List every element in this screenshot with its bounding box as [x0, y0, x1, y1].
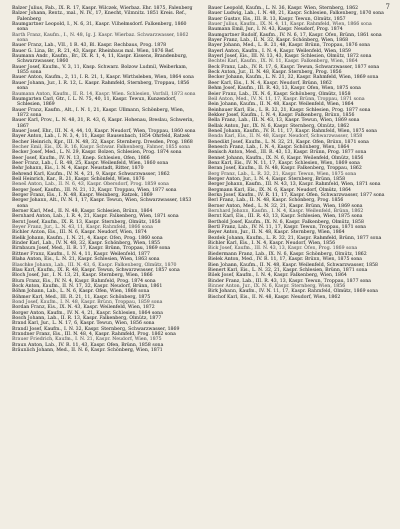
register-entry: Biedermann Franz, Lab., IX. N. 6, Kaspr. Schönberg, Olmütz, 1862: [208, 251, 367, 257]
register-entry: Brandner Franz, Eis., III. N. 48, 4, Kaspr. Rahmfeld, Prog. 1862 sona: [12, 331, 176, 337]
register-entry: Bayer Anton, Lab., I. N. 3, 4, 11, Kaspr. Rausenbach, 1854 Ohrfeld, Ratzek: [12, 134, 190, 140]
register-entry: Berthold Josef, Kaufm., IX. N. 6, Kaspr. Falkenberg, Olmütz, 1858: [208, 219, 364, 225]
register-entry: Birk Johann, Kaufm., IV. N. 11, 17, Kaspr. Rahmfeld, Olmütz, 1869 sona: [208, 289, 379, 295]
register-entry: Becher Heinrich, Kpr., III. N. 48, 32, Kaspr. Sternberg. Dresden, Prog. 1868: [12, 139, 193, 145]
register-entry: Bosch Johann, Lab., II. R. 13, Kaspr. Falkenberg, Olmütz, 1877: [12, 315, 162, 321]
register-entry: Bick Josef, Kaufm., III. N. 43, 13, Kaspr. Ofen, Prog. 1869 sona: [208, 246, 358, 252]
register-entry: Bernhard Anton, Lab., I. R. 4, 21, Kaspr. Falkenberg, Wien, 1871 sona: [12, 214, 179, 220]
register-entry: Berger Johann, Alt., IV. N. 1, 17, Kaspr. Tewun, Wien, Schwarzwasser, 1853 sona: [12, 198, 192, 209]
register-entry: Bauer Ludwig, Lab., I. N. 48, 21, Kaspr. Schlesien, Falkenberg, 1870 sona: [208, 11, 384, 17]
register-entry: Bischof Karl, Eis., II. N. 48, Kaspr. Neudorf, Wien, 1862: [208, 294, 341, 300]
register-entry: Bielek Anton, Med., IV. R. 11, 17, Kaspr. Brünn, Wien, 1875 sona: [208, 257, 362, 263]
register-entry: Birnbaum Josef, Med., II. R. 17, Kaspr. Brünn, Troppau, 1869 sona: [12, 246, 171, 252]
register-entry: Bernhard Johann, Kaufm., I. N. 4, Kaspr. Weilenfeld, Brünn, 1862: [208, 209, 364, 215]
register-entry: Bond Josef, Kaufm., I. N. 48, Kaspr. Brünn, Troppau, 1859 sona: [12, 299, 163, 305]
register-entry: Beyer Franz, Jur., L. N. 43, 11, Kaspr. Rahmfeld, 1866 sona: [12, 225, 153, 231]
register-entry: Beil Anton, Med., IV. N. 11, 17, Kaspr. Brünn, Troppau, 1871 sona: [208, 96, 365, 102]
register-entry: Beer Karl, Eis., I. N. 4, Kaspr. Neudorf, Brünn, 1862: [208, 80, 332, 86]
register-entry: Bichler Karl, Eis., I. N. 4, Kaspr. Neudorf, Wien, 1856: [208, 241, 336, 247]
register-entry: Beck Franz, Lab., IV. R. 17, 6, Kaspr. Tewun, Schwarzwasser, 1877 sona: [208, 64, 380, 70]
register-entry: Bauer Leopold, Kaufm., L. N. 36, Kaspr. Wien, Sternberg, 1862: [208, 6, 359, 11]
register-entry: Baumann Andr., Kaufm., Br., IX. R. 1, 4, 11, Kaspr. Kissens, Brandenburg, Schwarzwasser, 1860: [12, 54, 188, 65]
register-entry: Beneš Johann, Kaufm., IV. R. 11, 17, Kaspr. Rahmfeld, Wien, 1875 sona: [208, 128, 378, 134]
right-column: [208, 6, 392, 300]
register-entry: Barth Franz, Kaufm., I., N. 48, Ig. J. Kaspr. Wierbaz. Schwarzwasser, 1862 sona: [12, 32, 189, 44]
register-entry: Binder Karl, Lab., IV. N. 48, 32, Kaspr. Schönberg, Wien, 1855: [12, 241, 161, 247]
register-entry: Bauer Anton, Kaufm., 2, 11, I. R. 21, 1, Kaspr. Wirthsleben, Wien, 1864 sona: [12, 75, 194, 81]
register-entry: Beyer Anton, Jur., II. N. 48, Kaspr. Sternberg, Wien, 1864: [208, 230, 345, 236]
register-entry: Bernt Josef, Kaufm., IX. R. 13, Kaspr. Sternberg, Olmütz, 1858: [12, 219, 161, 225]
register-entry: Bayerl Josef, Eis., III. N. 13, 43, Kaspr. Schlesien, Olmütz, 1872 sona: [208, 54, 372, 60]
register-entry: Bayer Franz, Lab., II. N. 32, Kaspr. Schönberg, Wien, 1868: [208, 38, 349, 44]
register-entry: Berger Franz, Eis., I. N. 48, Kaspr. Weinberg, Ratzek, 1869: [12, 193, 153, 199]
register-entry: Beran Josef, Kaufm., II. N. 48, Kaspr. Falkenberg, Troppau, 1862: [208, 166, 362, 172]
register-entry: Beil Heinrich, Kar., R. 21, Kaspr. Schönfeld, Wien, 1876: [12, 177, 145, 182]
register-entry: Bauer Julius, Kaufm., IX. N. 4, 11, Kaspr. Rahmfeld, Wien, 1866 sona: [208, 22, 372, 28]
register-entry: Berner Karl, Med., II. N. 48, Kaspr. Schlesien, Brünn, 1864: [12, 209, 153, 215]
register-entry: Berka Josef, Kaufm., IV. R. 11, 17, Kaspr. Ofen, Schwarzwasser, 1877 sona: [208, 193, 385, 199]
register-entry: Bock Anton, Kaufm., II. N. 17, 32, Kaspr. Neudorf, Brünn, 1861: [12, 283, 163, 289]
register-entry: Balzer Julius, Fab., IX. R. 17, Kaspr. Wilczek, Wierbaz. Ehr. 1875, Falenberg: [12, 6, 193, 11]
register-entry: Bauer Gustav, Eis., III. R. 13, Kaspr. Tewun, Olmütz, 1857: [208, 16, 346, 22]
register-entry: Bergmann Karl, Eis., IX. N. 6, Kaspr. Neudorf, Olmütz, 1864: [208, 187, 352, 193]
register-entry: Beneš Anton, Lab., II. N. 6, 43, Kaspr. Obersdorf, Prog. 1859 sona: [12, 182, 169, 188]
register-entry: Bayerl Anton, Kaufm., I. N. 4, Kaspr. Weilenfeld, Wien, 1859: [208, 48, 352, 54]
register-entry: Becker Josef, Med., L. N. 29, Kaspr. Bolzen, Schlesien, Prog. 1874 sona: [12, 150, 182, 156]
register-entry: Berger Anton, Jur., I. N. 4, Kaspr. Sternberg, Brünn, 1858: [208, 177, 346, 182]
register-entry: Becher Emil, Eis., IX. R. 16, Kaspr. Schwar. Falkenberg, Falmer, 1855 sona: [12, 144, 191, 150]
register-entry: Beer Josef, Kaufm., IV. N. 13, Knep. Schlesien, Ofen, 1866: [12, 155, 150, 161]
left-column: [12, 6, 196, 353]
register-entry: Bien Johann, Kaufm., II. N. 48, Kaspr. Weilenfeld, Schwarzwasser, 1858: [208, 262, 379, 268]
register-entry: Baumgartner Leopold, I., N. 6, 31, Kaspr. Vilhelmsdorf. Falkenberg, 1860 sona: [12, 22, 187, 33]
register-entry: Beinhauer Karl, Eis., L. R. 32, 21, Kaspr. Schlesien, Prog. 1877 sona: [208, 107, 371, 113]
register-entry: Brandl Josef, Kaufm., I. N. 32, Kaspr. Sternberg, Schwarzwasser, 1869: [12, 326, 180, 332]
register-entry: Benda Karl, Eis., II. N. 48, Kaspr. Neudorf, Schwarzwasser, 1858: [208, 134, 363, 140]
register-entry: Benz Karl, Eis., IV. N. 11, 17, Kaspr. Schlesien, Wien, 1869 sona: [208, 160, 360, 166]
register-entry: Bauer Josef, Ehr., III. N. 4, 44, 10, Kaspr. Neudorf, Wien, Troppau, 1860 sona: [12, 128, 196, 134]
register-entry: Blaha Anton, Eis., L. N. 21, Kaspr. Schlesien, Wien, 1863 sona: [12, 257, 160, 263]
register-entry: Bauer Franz, Lab., VII., 1 R. 43, Bl. Kaspr. Rechbaus, Prog. 1878: [12, 43, 167, 49]
register-entry: Bichler Anton, Eis., III. N. 6, Kaspr. Neudorf, Wien, 1874: [12, 230, 147, 236]
register-entry: Becker Johann, Kaufm., L. N. 21, 32, Kaspr. Rahmfeld, Wien, 1869 sona: [208, 75, 379, 81]
register-entry: Beer Franz, Lab., I. R. 48, 25, Kaspr. Weilenfeld, Wien, 1860 sona: [12, 160, 169, 166]
register-entry: Binner Anton, Jur., IX. N. 6, Kaspr. Sternberg, Wien, 1856: [208, 283, 346, 289]
register-entry: Bielik Johann, Kaufm., I. N. 21, 4, Kaspr. Ofen, Prog. 1860 sona: [12, 235, 163, 241]
register-entry: Bennet Johann, Kaufm., IX. N. 6, Kaspr. Weilenfeld, Olmütz, 1856: [208, 155, 364, 161]
register-entry: Bauer Karl, Prov., L. N. 48, 31, R. 43, 6, Kaspr. Hohenau, Breslau, Schwerin, 1867: [12, 118, 194, 129]
register-entry: Brand Karl, Jur., L. N. 17, 6, Kaspr. Tewun, Wien, 1856 sona: [12, 321, 155, 327]
register-entry: Bertl Franz, Lab., IV. N. 11, 17, Kaspr. Tewun, Troppau, 1871 sona: [208, 225, 367, 231]
register-entry: Binder Franz, Lab., III. R. 43, 13, Kaspr. Tewun, Troppau, 1877 sona: [208, 278, 372, 284]
register-entry: Brauer Friedrich, Kaufm., I. N. 21, Kaspr. Neudorf, Wien, 1875: [12, 337, 162, 343]
register-entry: Bräunlich Johann, Med., II. N. 6, Kaspr. Schönberg, Wien, 1871: [12, 348, 163, 353]
register-entry: Berger Josef, Kaufm., III. N. 21, 12, Kaspr. Troppau, Wien, 1877 sona: [12, 187, 177, 193]
register-entry: Blau Karl, Kaufm., IX. R. 48, Kaspr. Tewun, Schwarzwasser, 1857 sona: [12, 267, 180, 273]
register-entry: Blum Franz, Eis., IV. N. 4, Kaspr. Rahmfeld, Prog. 1874 sona: [12, 278, 156, 284]
register-entry: Baumann Emil, Jur., I. N. 43, Kaspr. Neudorf, Prog. 1874: [208, 27, 343, 33]
register-entry: Behr Johann, Eis., I. N. 4, Kaspr. Neustadt, Ritter, 1870: [12, 166, 144, 172]
register-entry: Bauer G. Lina, Br., R. 21, 43, Kaspr. Rheinbaus mal. Wien, 1876 Ref.: [12, 48, 175, 54]
register-entry: Böhm Johann, Lab., L. N. 6, Kaspr. Ofen, Wien, 1868 sona: [12, 289, 150, 295]
register-entry: Bein Johann, Kaufm., II. N. 48, Kaspr. Weilenfeld, Wien, 1864: [208, 102, 354, 108]
register-entry: Bellak Anton, Jur., IX. N. 6, Kaspr. Sternberg, Olmütz, 1862: [208, 123, 350, 129]
register-entry: Bezdek Johann, Kaufm., L. R. 32, 21, Kaspr. Rahmfeld, Brünn, 1877 sona: [208, 235, 382, 241]
register-entry: Balzer Johann, Rentz., mal., N. IV., 17, Knecht, Vilmnitz. 1851 Kreis. Ref., Falenberg: [12, 11, 187, 22]
register-entry: Braun Anton, Lab., IV. R. 11, 43, Kaspr. Ofen, Brünn, 1858 sona: [12, 342, 164, 348]
register-entry: Bayer Johann, Med., L. R. 21, 48, Kaspr. Brünn, Troppau, 1876 sona: [208, 43, 371, 49]
register-entry: Borger Anton, Kaufm., IV. N. 4, 21, Kaspr. Schlesien, 1864 sona: [12, 310, 163, 316]
register-entry: Bauer Josef, Kaufm., V. 3, 11, Knsp. Schwarz. Bolzow Ludmil, Weiberkam, 1855 sona: [12, 64, 188, 76]
register-entry: Berl Franz, Lab., II. N. 48, Kaspr. Schönberg, Prog. 1856: [208, 198, 344, 204]
register-entry: Benedikt Josef, Kaufm., L. N. 32, 21, Kaspr. Ofen, Brünn, 1871 sona: [208, 139, 369, 145]
register-entry: Berner Anton, Med., L. N. 32, 21, Kaspr. Brünn, Wien, 1869 sona: [208, 203, 363, 209]
register-entry: Böhmer Karl, Med., III. R. 21, 11, Kaspr. Schönberg, 1875: [12, 294, 151, 300]
register-entry: Bella Franz, Lab., III. N. 43, 13, Kaspr. Tewun, Wien, 1869 sona: [208, 118, 360, 124]
register-entry: Baumgarten Carl, Gtr., I. L. N. 75, 40, 11, Kaspr. Tewun, Kunzendorf, Schlesien, 1869: [12, 96, 177, 108]
register-entry: Baumgartner Rudolf, Kaufm., IV. N. 6, 17, Kaspr. Ofen, Brünn, 1861 sona: [208, 32, 382, 38]
register-entry: Bauer Johann, Jur., I. R. 12, L. Kaspr. Rahmfeld, Sternberg, Troppau, 1856 sona: [12, 80, 190, 92]
register-entry: Bechtel Karl, Kaufm., IX. N. 11, Kaspr. Falkenberg, Wien, 1864: [208, 59, 358, 65]
register-entry: Beck Anton, Jur., II. N. 48, Kaspr. Sternberg, Prog. 1856: [208, 70, 342, 76]
register-entry: Behrend Karl, Kaufm., IV. N. 4, 21, 9, Kaspr. Schwarzwasser, 1862: [12, 171, 170, 177]
register-entry: Benisch Anton, Med., III. R. 43, 13, Kaspr. Brünn, Prog. 1877 sona: [208, 150, 367, 156]
page-number: 7: [385, 3, 390, 11]
register-entry: Bittner Franz, Kaufm., I. N. 4, 11, Kaspr. Weilenfeld, 1877: [12, 251, 150, 257]
register-entry: Bekker Josef, Kaufm., I. N. 4, Kaspr. Falkenberg, Brünn, 1856: [208, 112, 355, 118]
register-entry: Benesch Franz, Lab., I. N. 4, Kaspr. Schönberg, Wien, 1864: [208, 144, 350, 150]
register-entry: Bloch Josef, Jur., I. N. 13, 21, Kaspr. Sternberg, Wien, 1866: [12, 273, 153, 279]
register-entry: Beier Franz, Lab., IX. N. 6, Kaspr. Schönberg, Olmütz, 1858: [208, 91, 351, 97]
register-entry: Bernt Karl, Eis., III. R. 43, 13, Kaspr. Schlesien, Wien, 1875 sona: [208, 214, 363, 220]
register-entry: Bilek Josef, Kaufm., I. N. 4, Kaspr. Falkenberg, Wien, 1864: [208, 273, 347, 279]
register-entry: Berg Franz, Lab., L. R. 32, 21, Kaspr. Tewun, Wien, 1875 sona: [208, 171, 357, 177]
register-entry: Behm Josef, Kaufm., III. R. 43, 13, Kaspr. Ofen, Wien, 1875 sona: [208, 86, 361, 92]
register-entry: Berger Johann, Kaufm., III. N. 43, 13, Kaspr. Rahmfeld, Wien, 1871 sona: [208, 182, 381, 188]
register-entry: Baumann Anton, Kaufm., II. R. 14, Kaspr. Wien. Schlesien, Vorfall, 1873 sona: [12, 91, 196, 97]
register-entry: Bienert Karl, Eis., L. N. 32, 21, Kaspr. Schlesien, Brünn, 1871 sona: [208, 267, 368, 273]
register-entry: Bordan Franz, Eis., IX. N. 43, Kaspr. Weilenfeld, Wien, 1872: [12, 305, 155, 311]
register-entry: Blaschke Johann, Lab., III. N. 43, 6, Kaspr. Falkenberg, Olmütz, 1870: [12, 262, 177, 268]
register-entry: Bauer Franz, Kaufm., Alt., I. N. 1, 21, Kaspr. Ullmann, Schönberg, Wien, 1872 sona: [12, 107, 185, 118]
